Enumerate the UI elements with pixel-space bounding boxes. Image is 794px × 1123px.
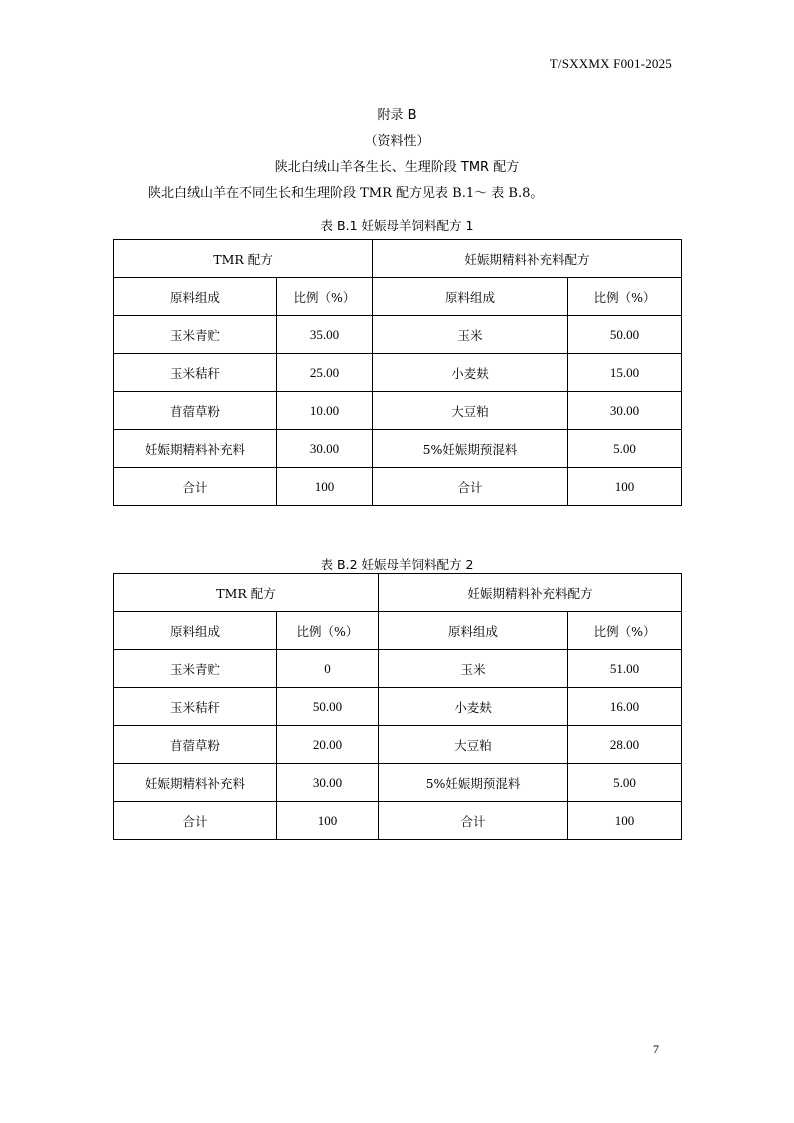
table-b1 <box>113 239 682 506</box>
ingredient-cell: 小麦麸 <box>373 354 568 392</box>
ingredient-cell: 小麦麸 <box>379 688 568 726</box>
ratio-cell: 25.00 <box>277 354 373 392</box>
ingredient-cell: 大豆粕 <box>379 726 568 764</box>
table-b2 <box>113 573 682 840</box>
column-header: 原料组成 <box>379 612 568 650</box>
table-group-header-row <box>114 574 682 612</box>
ingredient-cell: 5%妊娠期预混料 <box>379 764 568 802</box>
table-group-header-row <box>114 240 682 278</box>
column-header: 原料组成 <box>114 278 277 316</box>
ingredient-cell: 大豆粕 <box>373 392 568 430</box>
ratio-cell: 51.00 <box>568 650 682 688</box>
ratio-cell: 16.00 <box>568 688 682 726</box>
ratio-cell: 15.00 <box>568 354 682 392</box>
document-code: T/SXXMX F001-2025 <box>549 56 672 71</box>
intro-paragraph: 陕北白绒山羊在不同生长和生理阶段 TMR 配方见表 B.1～ 表 B.8。 <box>148 186 544 201</box>
total-value-cell: 100 <box>277 802 379 840</box>
ingredient-cell: 玉米青贮 <box>114 650 277 688</box>
group-header-tmr: TMR 配方 <box>114 574 379 612</box>
ratio-cell: 0 <box>277 650 379 688</box>
table-row <box>114 354 682 392</box>
ingredient-cell: 妊娠期精料补充料 <box>114 764 277 802</box>
group-header-concentrate: 妊娠期精料补充料配方 <box>373 240 682 278</box>
ingredient-cell: 玉米 <box>373 316 568 354</box>
table-row <box>114 392 682 430</box>
ingredient-cell: 苜蓿草粉 <box>114 392 277 430</box>
table-total-row <box>114 802 682 840</box>
table-row <box>114 316 682 354</box>
ratio-cell: 10.00 <box>277 392 373 430</box>
ingredient-cell: 玉米青贮 <box>114 316 277 354</box>
appendix-heading: 陕北白绒山羊各生长、生理阶段 TMR 配方 <box>274 160 520 175</box>
column-header: 比例（%） <box>568 612 682 650</box>
total-label-cell: 合计 <box>114 802 277 840</box>
ratio-cell: 50.00 <box>277 688 379 726</box>
ratio-cell: 20.00 <box>277 726 379 764</box>
appendix-title: 附录 B <box>377 108 417 123</box>
ratio-cell: 35.00 <box>277 316 373 354</box>
appendix-nature: （资料性） <box>364 134 430 149</box>
ratio-cell: 30.00 <box>277 764 379 802</box>
ratio-cell: 30.00 <box>568 392 682 430</box>
ingredient-cell: 妊娠期精料补充料 <box>114 430 277 468</box>
total-label-cell: 合计 <box>379 802 568 840</box>
column-header: 比例（%） <box>277 278 373 316</box>
group-header-tmr: TMR 配方 <box>114 240 373 278</box>
group-header-concentrate: 妊娠期精料补充料配方 <box>379 574 682 612</box>
table-column-header-row <box>114 278 682 316</box>
table-row <box>114 430 682 468</box>
ratio-cell: 28.00 <box>568 726 682 764</box>
page-number: 7 <box>653 1042 659 1056</box>
table-b1-caption: 表 B.1 妊娠母羊饲料配方 1 <box>320 218 474 233</box>
column-header: 比例（%） <box>568 278 682 316</box>
total-value-cell: 100 <box>277 468 373 506</box>
ingredient-cell: 玉米秸秆 <box>114 688 277 726</box>
ingredient-cell: 玉米 <box>379 650 568 688</box>
total-value-cell: 100 <box>568 468 682 506</box>
ingredient-cell: 玉米秸秆 <box>114 354 277 392</box>
column-header: 原料组成 <box>373 278 568 316</box>
total-label-cell: 合计 <box>114 468 277 506</box>
table-b2-caption: 表 B.2 妊娠母羊饲料配方 2 <box>320 557 474 572</box>
ratio-cell: 30.00 <box>277 430 373 468</box>
ratio-cell: 5.00 <box>568 764 682 802</box>
table-column-header-row <box>114 612 682 650</box>
ratio-cell: 50.00 <box>568 316 682 354</box>
total-value-cell: 100 <box>568 802 682 840</box>
table-row <box>114 650 682 688</box>
ingredient-cell: 苜蓿草粉 <box>114 726 277 764</box>
ingredient-cell: 5%妊娠期预混料 <box>373 430 568 468</box>
column-header: 比例（%） <box>277 612 379 650</box>
ratio-cell: 5.00 <box>568 430 682 468</box>
table-row <box>114 726 682 764</box>
total-label-cell: 合计 <box>373 468 568 506</box>
table-row <box>114 688 682 726</box>
table-total-row <box>114 468 682 506</box>
table-row <box>114 764 682 802</box>
column-header: 原料组成 <box>114 612 277 650</box>
